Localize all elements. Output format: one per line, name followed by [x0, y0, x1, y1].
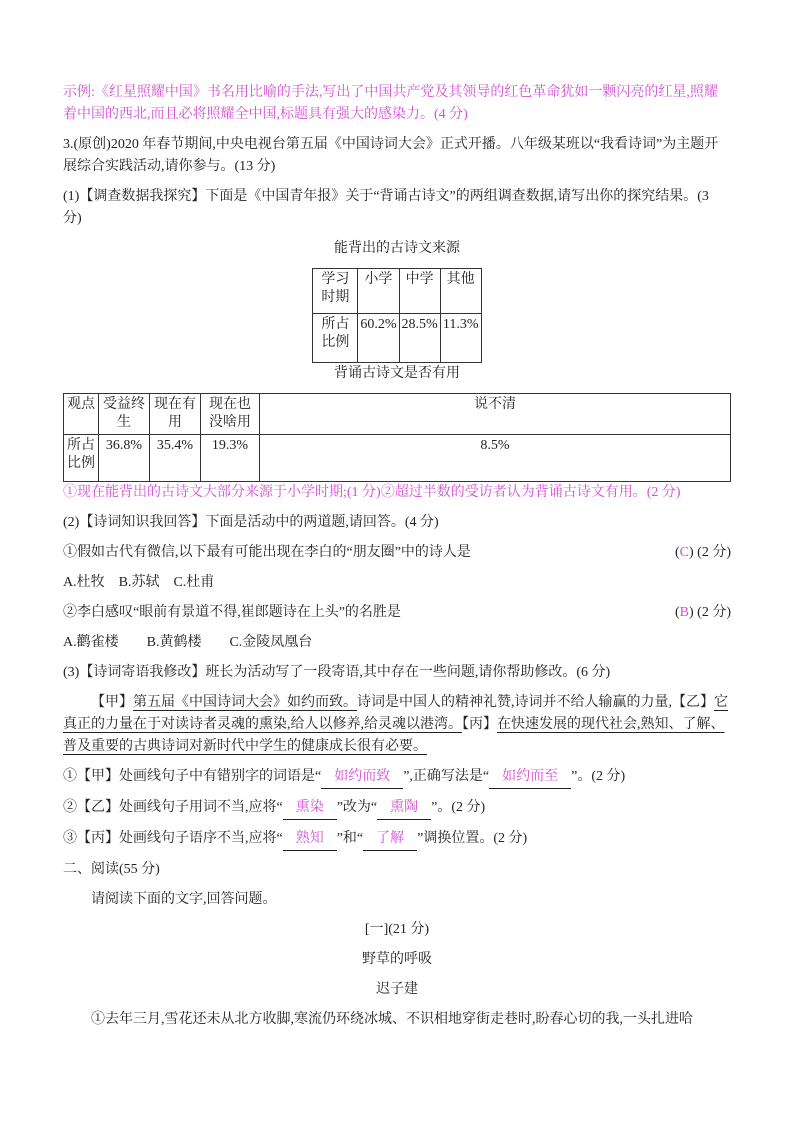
- answer-paren-open: (: [674, 545, 680, 560]
- part2-q1-stem: ①假如古代有微信,以下最有可能出现在李白的“朋友圈”中的诗人是: [63, 545, 471, 560]
- table1-value-primary: 60.2%: [358, 314, 399, 363]
- part2-q2-line: [63, 602, 731, 624]
- underlined-sentence-yi: 它真正的力量在于对读诗者灵魂的熏染,给人以修养,给灵魂以港湾。: [63, 695, 728, 732]
- section2-intro: 请阅读下面的文字,回答问题。: [91, 892, 277, 907]
- table2-data-row: [64, 435, 731, 482]
- part2-q2-answer-letter: B: [679, 605, 689, 620]
- answer-paren-open: (: [674, 605, 680, 620]
- part3-fix3-line: [63, 828, 731, 851]
- underlined-sentence-jia: 第五届《中国诗词大会》如约而致。: [133, 695, 357, 710]
- table2-value-useful-now: 35.4%: [150, 435, 201, 482]
- part3-passage: [63, 692, 731, 758]
- part1-prompt: (1)【调查数据我探究】下面是《中国青年报》关于“背诵古诗文”的两组调查数据,请写出你的探究结果。(3 分): [63, 189, 709, 226]
- table2-header-viewpoint: 观点: [64, 394, 99, 435]
- table1-header-period: 学习时期: [313, 269, 358, 314]
- marker-bing: 【丙】: [462, 717, 497, 732]
- table2-header-row: [64, 394, 731, 435]
- fix2-pre: ②【乙】处画线句子用词不当,应将“: [63, 800, 283, 815]
- part1-answer-text: ①现在能背出的古诗文大部分来源于小学时期;(1 分)②超过半数的受访者认为背诵古诗文有用。(2 分): [63, 485, 681, 500]
- fix3-post: ”调换位置。(2 分): [417, 831, 528, 846]
- table2-value-useless: 19.3%: [201, 435, 260, 482]
- passage-title: 野草的呼吸: [362, 952, 432, 967]
- fix3-mid: ”和“: [336, 831, 364, 846]
- table2-title: 背诵古诗文是否有用: [334, 366, 460, 381]
- question3-intro: 3.(原创)2020 年春节期间,中央电视台第五届《中国诗词大会》正式开播。八年级某班以“我看诗词”为主题开展综合实践活动,请你参与。(13 分): [63, 137, 719, 174]
- table1-value-other: 11.3%: [440, 314, 481, 363]
- table1-header-other: 其他: [440, 269, 481, 314]
- fix2-blank-answer-2: 熏陶: [377, 797, 431, 820]
- table2-header-unsure: 说不清: [260, 394, 731, 435]
- fix1-pre: ①【甲】处画线句子中有错别字的词语是“: [63, 769, 322, 784]
- part2-prompt: (2)【诗词知识我回答】下面是活动中的两道题,请回答。(4 分): [63, 515, 439, 530]
- section2-heading: 二、阅读(55 分): [63, 862, 160, 877]
- fix1-post: ”。(2 分): [571, 769, 626, 784]
- table-poem-source: [312, 268, 481, 363]
- table2-header-lifelong: 受益终生: [99, 394, 150, 435]
- passage-paragraph-1: ①去年三月,雪花还未从北方收脚,寒流仍环绕冰城、不识相地穿街走巷时,盼春心切的我,一头扎进哈: [91, 1012, 693, 1027]
- fix2-post: ”。(2 分): [431, 800, 486, 815]
- table1-data-row: [313, 314, 481, 363]
- passage-plain-text: 诗词是中国人的精神礼赞,诗词并不给人输赢的力量,: [357, 695, 672, 710]
- table1-header-middle: 中学: [399, 269, 440, 314]
- table1-header-row: [313, 269, 481, 314]
- part2-q1-answer-letter: C: [679, 545, 689, 560]
- fix3-blank-answer-2: 了解: [363, 828, 417, 851]
- table1-value-middle: 28.5%: [399, 314, 440, 363]
- table1-title: 能背出的古诗文来源: [334, 241, 460, 256]
- fix2-blank-answer-1: 熏染: [283, 797, 337, 820]
- fix3-pre: ③【丙】处画线句子语序不当,应将“: [63, 831, 283, 846]
- part2-q1-options: A.杜牧 B.苏轼 C.杜甫: [63, 575, 215, 590]
- part3-fix1-line: [63, 766, 731, 789]
- table2-value-lifelong: 36.8%: [99, 435, 150, 482]
- part2-q2-answer: [675, 602, 731, 624]
- table2-header-useful-now: 现在有用: [150, 394, 201, 435]
- table2-header-useless: 现在也没啥用: [201, 394, 260, 435]
- fix1-blank-answer-2: 如约而至: [489, 766, 571, 789]
- part2-q2-options: A.鹳雀楼 B.黄鹤楼 C.金陵凤凰台: [63, 635, 313, 650]
- passage-author: 迟子建: [376, 982, 418, 997]
- passage-number: [一](21 分): [364, 922, 430, 937]
- sample-answer-text: 示例:《红星照耀中国》书名用比喻的手法,写出了中国共产党及其领导的红色革命犹如一颗闪亮的红星,照耀着中国的西北,而且必将照耀全中国,标题具有强大的感染力。(4 分): [63, 85, 718, 122]
- fix1-blank-answer-1: 如约而致: [321, 766, 403, 789]
- marker-jia: 【甲】: [91, 695, 133, 710]
- table1-row-label: 所占比例: [313, 314, 358, 363]
- fix2-mid: ”改为“: [336, 800, 378, 815]
- fix3-blank-answer-1: 熟知: [283, 828, 337, 851]
- part2-q2-stem: ②李白感叹“眼前有景道不得,崔郎题诗在上头”的名胜是: [63, 605, 401, 620]
- marker-yi: 【乙】: [672, 695, 714, 710]
- underlined-sentence-bing: 在快速发展的现代社会,熟知、了解、普及重要的古典诗词对新时代中学生的健康成长很有必要。: [63, 717, 725, 754]
- fix1-mid: ”,正确写法是“: [403, 769, 490, 784]
- part2-q1-line: [63, 542, 731, 564]
- answer-paren-close: ) (2 分): [689, 605, 731, 620]
- part3-fix2-line: [63, 797, 731, 820]
- table-poem-usefulness: [63, 393, 731, 482]
- answer-paren-close: ) (2 分): [689, 545, 731, 560]
- table2-value-unsure: 8.5%: [260, 435, 731, 482]
- table1-header-primary: 小学: [358, 269, 399, 314]
- part3-prompt: (3)【诗词寄语我修改】班长为活动写了一段寄语,其中存在一些问题,请你帮助修改。(6 分): [63, 665, 611, 680]
- part2-q1-answer: [675, 542, 731, 564]
- table2-row-label: 所占比例: [64, 435, 99, 482]
